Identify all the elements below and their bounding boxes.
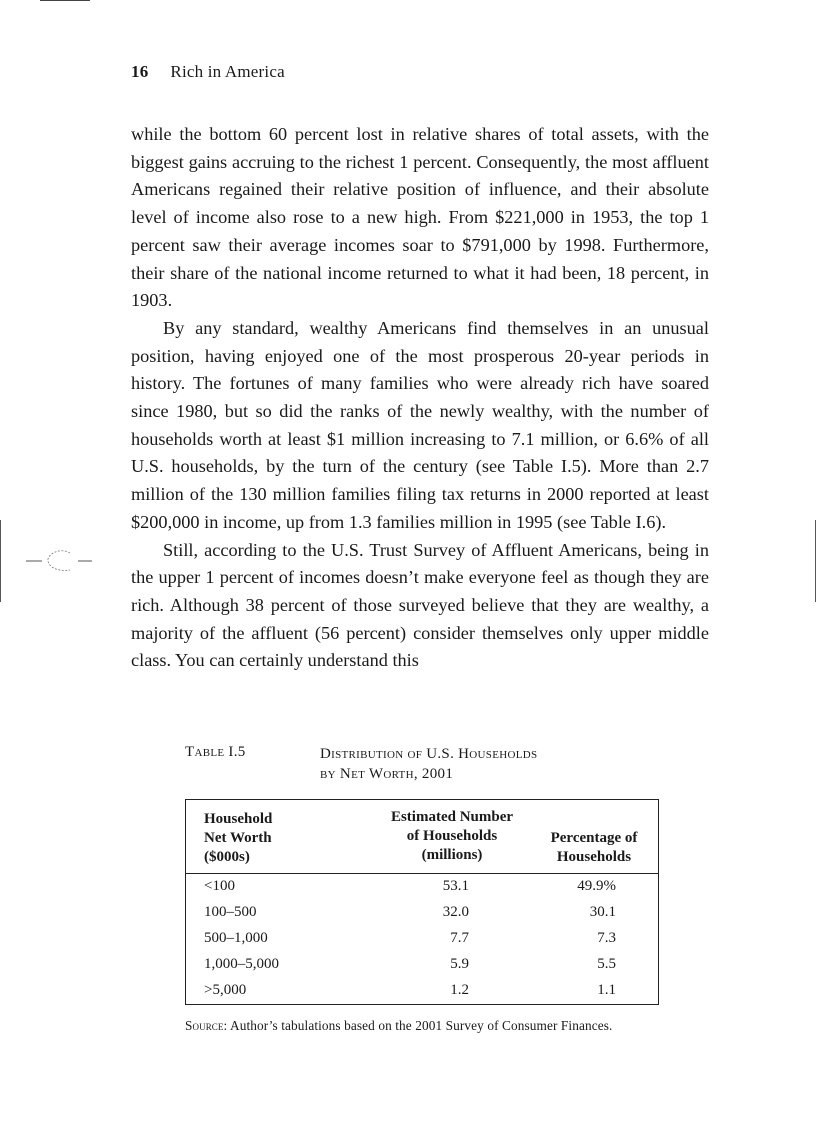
- cell-households: [374, 951, 530, 977]
- paragraph-2: By any standard, wealthy Americans find themselves in an unusual position, having enjoyed one of the most prosperous 20-year periods in history. The fortunes of many families who were already rich have soared since 1980, but so did the ranks of the newly wealthy, with the number of households worth at least $1 million increasing to 7.1 million, or 6.6% of all U.S. households, by the turn of the century (see Table I.5). More than 2.7 million of the 130 million families filing tax returns in 2000 reported at least $200,000 in income, up from 1.3 families million in 1995 (see Table I.6).: [131, 317, 709, 532]
- data-table: [185, 799, 659, 1005]
- table-title-line-2: by Net Worth, 2001: [320, 766, 454, 782]
- source-label: Source:: [185, 1018, 228, 1033]
- header-line: ($000s): [204, 849, 250, 865]
- table-source-note: [185, 1018, 612, 1034]
- cell-households: [374, 925, 530, 951]
- paragraph-1: while the bottom 60 percent lost in relative shares of total assets, with the biggest gains accruing to the richest 1 percent. Consequently, the most affluent Americans regained their relative position of influence, and their absolute level of income also rose to a new high. From $221,000 in 1953, the top 1 percent saw their average incomes soar to $791,000 by 1998. Furthermore, their share of the national income returned to what it had been, 18 percent, in 1903.: [131, 124, 709, 311]
- header-line: (millions): [421, 847, 483, 863]
- cell-value: 53.1: [442, 878, 469, 894]
- column-header-percentage: [542, 829, 646, 867]
- cell-value: 7.3: [597, 930, 616, 946]
- table-row: [186, 951, 658, 977]
- body-text: [131, 121, 709, 675]
- cell-value: 7.7: [450, 930, 469, 946]
- table-title: [320, 744, 537, 784]
- cell-value: 49.9%: [577, 878, 616, 894]
- cell-percentage: [542, 873, 646, 899]
- table-row: [186, 977, 658, 1003]
- table-row: [186, 925, 658, 951]
- table-title-line-1: Distribution of U.S. Households: [320, 746, 538, 762]
- cell-value: 32.0: [442, 904, 469, 920]
- cell-net-worth: <100: [204, 878, 235, 894]
- cell-value: 1.2: [450, 982, 469, 998]
- header-line: Percentage of: [550, 830, 638, 846]
- paragraph-3: Still, according to the U.S. Trust Survey of Affluent Americans, being in the upper 1 percent of incomes doesn’t make everyone feel as though they are rich. Although 38 percent of those surveyed believe that they are wealthy, a majority of the affluent (56 percent) consider themselves only upper middle class. You can certainly understand this: [131, 539, 709, 671]
- table-label: Table I.5: [185, 744, 246, 760]
- cell-percentage: [542, 899, 646, 925]
- header-line: Net Worth: [204, 830, 272, 846]
- table-row: [186, 899, 658, 925]
- cell-net-worth: 1,000–5,000: [204, 956, 279, 972]
- page-number: 16: [131, 62, 149, 81]
- running-head: [131, 62, 285, 82]
- cell-households: [374, 873, 530, 899]
- cell-net-worth: >5,000: [204, 982, 247, 998]
- column-header-households: [374, 808, 530, 865]
- header-line: of Households: [406, 828, 498, 844]
- source-text: Author’s tabulations based on the 2001 Survey of Consumer Finances.: [230, 1018, 613, 1033]
- cell-value: 1.1: [597, 982, 616, 998]
- cell-households: [374, 977, 530, 1003]
- column-header-net-worth: [204, 810, 272, 867]
- cell-net-worth: 100–500: [204, 904, 257, 920]
- running-head-title: Rich in America: [170, 62, 285, 81]
- cell-net-worth: 500–1,000: [204, 930, 268, 946]
- table-row: [186, 873, 658, 899]
- header-line: Household: [204, 811, 273, 827]
- cell-percentage: [542, 977, 646, 1003]
- header-line: Households: [556, 849, 632, 865]
- cell-value: 5.5: [597, 956, 616, 972]
- cell-households: [374, 899, 530, 925]
- cell-percentage: [542, 925, 646, 951]
- crop-mark: [40, 0, 90, 1]
- cell-value: 30.1: [589, 904, 616, 920]
- header-line: Estimated Number: [390, 809, 514, 825]
- margin-rule-left: [0, 520, 1, 602]
- cell-value: 5.9: [450, 956, 469, 972]
- cell-percentage: [542, 951, 646, 977]
- registration-mark-icon: [26, 546, 92, 576]
